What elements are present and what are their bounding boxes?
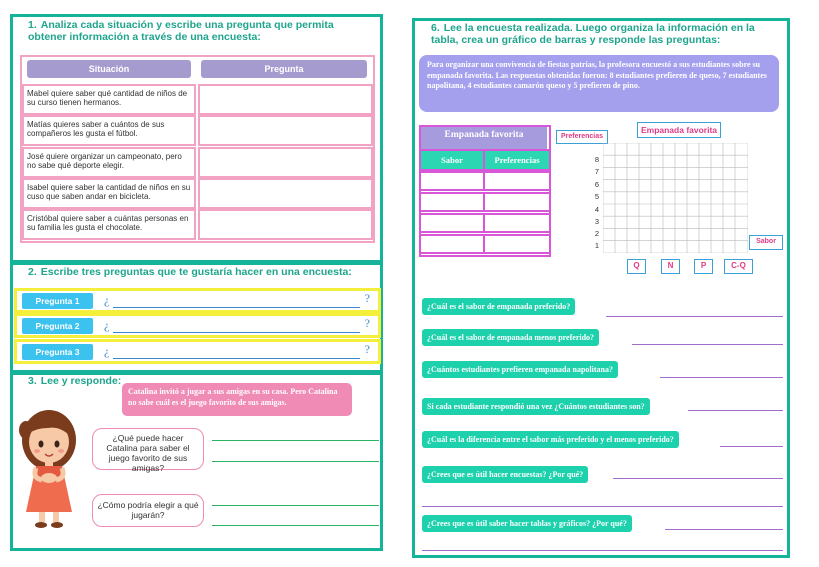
answer-line[interactable]: [212, 525, 379, 526]
section3-title: 3. Lee y responde:: [28, 375, 122, 387]
bar-chart-grid[interactable]: [603, 143, 748, 253]
question-answer-cell[interactable]: [198, 147, 373, 178]
table-row: [22, 84, 373, 115]
close-question-mark: ?: [364, 342, 370, 356]
question-label: ¿Crees que es útil saber hacer tablas y gráficos? ¿Por qué?: [422, 515, 632, 532]
question-answer-cell[interactable]: [198, 84, 373, 115]
y-tick-label: 7: [594, 167, 600, 176]
table-cell[interactable]: [419, 171, 485, 191]
table-row: [22, 147, 373, 178]
answer-line[interactable]: [422, 506, 783, 507]
section2-title: 2. Escribe tres preguntas que te gustaría hacer en una encuesta:: [28, 266, 352, 278]
close-question-mark: ?: [364, 291, 370, 305]
question-label: ¿Cuál es el sabor de empanada preferido?: [422, 298, 575, 315]
answer-line[interactable]: [422, 550, 783, 551]
x-axis-label: Sabor: [749, 235, 783, 250]
answer-line[interactable]: [212, 461, 379, 462]
answer-line[interactable]: [720, 446, 783, 447]
open-question-mark: ¿: [104, 344, 110, 358]
question-1-input[interactable]: [113, 307, 360, 308]
y-tick-label: 3: [594, 217, 600, 226]
story-bubble: Catalina invitó a jugar a sus amigas en su casa. Pero Catalina no sabe cuál es el juego favorito de sus amigas.: [122, 383, 352, 416]
table-cell[interactable]: [483, 171, 551, 191]
table-row: [22, 209, 373, 240]
answer-line[interactable]: [212, 505, 379, 506]
category-label-p: P: [694, 259, 713, 274]
flavor-column-header: Sabor: [419, 149, 485, 171]
preference-column-header: Preferencias: [483, 149, 551, 171]
question-3-input[interactable]: [113, 358, 360, 359]
y-tick-label: 1: [594, 241, 600, 250]
table-cell[interactable]: [483, 192, 551, 212]
table-cell[interactable]: [419, 234, 485, 254]
answer-line[interactable]: [665, 529, 783, 530]
survey-intro: Para organizar una convivencia de fiestas patrias, la profesora encuestó a sus estudiantes sobre su empanada favorita. Las respuestas obtenidas fueron: 8 estudiantes prefieren de queso, 7 estudiantes napolitana, 4 estudiantes camarón queso y 5 prefieren de pino.: [419, 55, 779, 112]
answer-line[interactable]: [632, 344, 783, 345]
y-tick-label: 6: [594, 180, 600, 189]
question-label: ¿Crees que es útil hacer encuestas? ¿Por qué?: [422, 466, 588, 483]
chart-title: Empanada favorita: [637, 122, 721, 138]
table-cell[interactable]: [419, 213, 485, 233]
y-tick-label: 2: [594, 229, 600, 238]
girl-illustration-icon: [14, 404, 84, 530]
question-label: ¿Cuál es la diferencia entre el sabor más preferido y el menos preferido?: [422, 431, 679, 448]
y-tick-label: 5: [594, 192, 600, 201]
answer-line[interactable]: [660, 377, 783, 378]
y-axis-label: Preferencias: [556, 130, 608, 144]
question-label: ¿Cuántos estudiantes prefieren empanada napolitana?: [422, 361, 618, 378]
section1-title: 1. Analiza cada situación y escribe una pregunta que permita obtener información a través de una encuesta:: [28, 19, 334, 43]
question-answer-cell[interactable]: [198, 178, 373, 209]
answer-line[interactable]: [212, 440, 379, 441]
answer-line[interactable]: [606, 316, 783, 317]
situation-text: Cristóbal quiere saber a cuántas personas en su familia les gusta el chocolate.: [22, 209, 196, 240]
table-row: [22, 115, 373, 146]
table-cell[interactable]: [483, 234, 551, 254]
question-label: ¿Cuál es el sabor de empanada menos preferido?: [422, 329, 599, 346]
question-3-label: Pregunta 3: [22, 344, 93, 360]
situation-text: Isabel quiere saber la cantidad de niños en su cuso que saben andar en bicicleta.: [22, 178, 196, 209]
close-question-mark: ?: [364, 316, 370, 330]
y-tick-label: 4: [594, 205, 600, 214]
table-cell[interactable]: [483, 213, 551, 233]
question-2-input[interactable]: [113, 332, 360, 333]
table-row: [22, 178, 373, 209]
question-box-1: [14, 288, 381, 313]
y-tick-label: 8: [594, 155, 600, 164]
question-box-2: [14, 313, 381, 338]
category-label-n: N: [661, 259, 680, 274]
open-question-mark: ¿: [104, 318, 110, 332]
question-header: Pregunta: [201, 60, 367, 78]
question-bubble-1: ¿Qué puede hacer Catalina para saber el juego favorito de sus amigas?: [92, 428, 204, 470]
category-label-cq: C-Q: [724, 259, 753, 274]
question-answer-cell[interactable]: [198, 115, 373, 146]
question-box-3: [14, 339, 381, 364]
question-1-label: Pregunta 1: [22, 293, 93, 309]
situation-text: José quiere organizar un campeonato, pero no sabe qué deporte elegir.: [22, 147, 196, 178]
answer-line[interactable]: [688, 410, 783, 411]
table-cell[interactable]: [419, 192, 485, 212]
question-answer-cell[interactable]: [198, 209, 373, 240]
question-bubble-2: ¿Cómo podría elegir a qué jugarán?: [92, 494, 204, 527]
situation-text: Mabel quiere saber qué cantidad de niños de su curso tienen hermanos.: [22, 84, 196, 115]
situation-header: Situación: [27, 60, 191, 78]
flavor-table-title: Empanada favorita: [421, 127, 547, 149]
situation-text: Matías quieres saber a cuántos de sus compañeros les gusta el fútbol.: [22, 115, 196, 146]
answer-line[interactable]: [613, 478, 783, 479]
category-label-q: Q: [627, 259, 646, 274]
open-question-mark: ¿: [104, 293, 110, 307]
question-2-label: Pregunta 2: [22, 318, 93, 334]
question-label: Si cada estudiante respondió una vez ¿Cuántos estudiantes son?: [422, 398, 650, 415]
section6-title: 6. Lee la encuesta realizada. Luego organiza la información en la tabla, crea un gráfico de barras y responde las preguntas:: [431, 22, 755, 46]
